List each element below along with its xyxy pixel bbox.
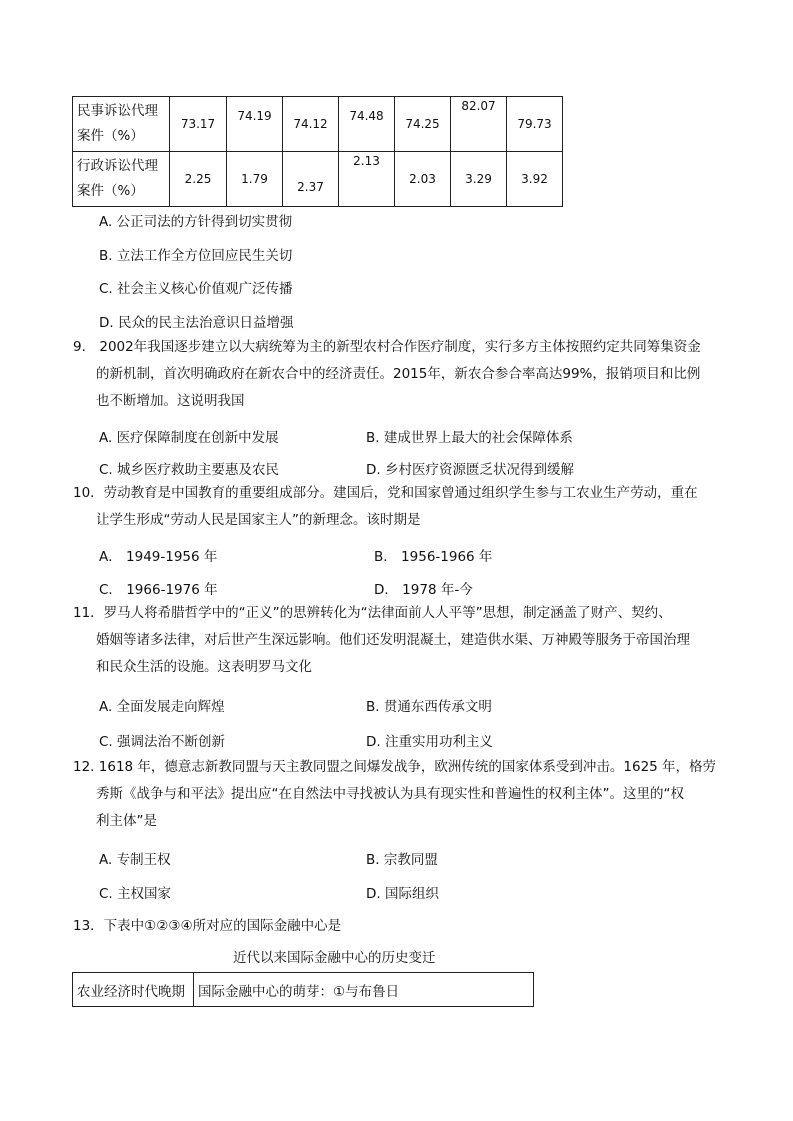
- table-cell: [170, 152, 227, 207]
- cell-value: 74.19: [237, 109, 272, 123]
- q12-option-a[interactable]: A. 专制王权: [99, 852, 171, 868]
- q11-option-c[interactable]: C. 强调法治不断创新: [99, 734, 226, 750]
- q11-option-b[interactable]: B. 贯通东西传承文明: [366, 699, 492, 715]
- q12-option-d[interactable]: D. 国际组织: [366, 886, 439, 902]
- row-label-line: 民事诉讼代理: [77, 103, 158, 119]
- q11-stem-line: 和民众生活的设施。这表明罗马文化: [96, 659, 312, 675]
- q9-stem-line: 的新机制，首次明确政府在新农合中的经济责任。2015年，新农合参合率高达99%，报销项目和比例: [96, 366, 701, 382]
- q9-stem-line: 9． 2002年我国逐步建立以大病统筹为主的新型农村合作医疗制度，实行多方主体按照约定共同筹集资金: [73, 339, 701, 355]
- q12-stem-line: 利主体”是: [96, 813, 157, 829]
- table-cell: [507, 152, 563, 207]
- q10-option-b[interactable]: B． 1956-1966 年: [374, 549, 493, 565]
- cell-value: 2.37: [297, 180, 324, 194]
- q10-option-a[interactable]: A． 1949-1956 年: [99, 549, 218, 565]
- cell-value: 3.92: [521, 172, 548, 186]
- table-cell: [507, 97, 563, 152]
- row-label: [73, 97, 170, 152]
- q8-option-d[interactable]: D. 民众的民主法治意识日益增强: [99, 315, 294, 331]
- q12-stem-line: 秀斯《战争与和平法》提出应“在自然法中寻找被认为具有现实性和普遍性的权利主体”。这里的“权: [96, 786, 684, 802]
- q12-option-c[interactable]: C. 主权国家: [99, 886, 172, 902]
- cell-value: 74.48: [349, 109, 384, 123]
- table-title: 近代以来国际金融中心的历史变迁: [233, 950, 436, 966]
- q8-option-a[interactable]: A. 公正司法的方针得到切实贯彻: [99, 214, 293, 230]
- cell-value: 2.03: [409, 172, 436, 186]
- cell-value: 3.29: [465, 172, 492, 186]
- q9-option-a[interactable]: A. 医疗保障制度在创新中发展: [99, 430, 279, 446]
- q13-stem-line: 13．下表中①②③④所对应的国际金融中心是: [73, 918, 342, 934]
- cell-value: 74.25: [405, 117, 440, 131]
- cell-value: 2.13: [353, 154, 380, 168]
- cell-value: 1.79: [241, 172, 268, 186]
- q11-stem-line: 婚姻等诸多法律，对后世产生深远影响。他们还发明混凝土，建造供水渠、万神殿等服务于帝国治理: [96, 632, 690, 648]
- table-cell: [451, 152, 507, 207]
- q11-stem-line: 11．罗马人将希腊哲学中的“正义”的思辨转化为“法律面前人人平等”思想，制定涵盖了财产、契约、: [73, 605, 672, 621]
- table-cell: [395, 152, 451, 207]
- table-row: [73, 152, 563, 207]
- table-cell: [451, 97, 507, 152]
- row-label: [73, 152, 170, 207]
- q10-option-d[interactable]: D． 1978 年-今: [374, 582, 473, 598]
- q10-stem-line: 让学生形成“劳动人民是国家主人”的新理念。该时期是: [96, 512, 421, 528]
- table-row: [73, 973, 534, 1007]
- q10-stem-line: 10．劳动教育是中国教育的重要组成部分。建国后，党和国家曾通过组织学生参与工农业生产劳动，重在: [73, 485, 698, 501]
- q11-option-d[interactable]: D. 注重实用功利主义: [366, 734, 493, 750]
- q8-option-c[interactable]: C. 社会主义核心价值观广泛传播: [99, 281, 293, 297]
- table-cell: [395, 97, 451, 152]
- cell-value: 74.12: [293, 117, 328, 131]
- q10-option-c[interactable]: C． 1966-1976 年: [99, 582, 218, 598]
- cell-value: 79.73: [517, 117, 552, 131]
- financial-center-table: [72, 972, 534, 1007]
- table-cell: [227, 97, 283, 152]
- table-cell: [283, 97, 339, 152]
- statistics-table: [72, 96, 563, 207]
- table-cell: [170, 97, 227, 152]
- table-cell: [339, 97, 395, 152]
- q8-option-b[interactable]: B. 立法工作全方位回应民生关切: [99, 248, 293, 264]
- table-cell: [227, 152, 283, 207]
- table-row: [73, 97, 563, 152]
- row-label-line: 案件（%）: [77, 183, 144, 199]
- row-label-line: 案件（%）: [77, 128, 144, 144]
- q9-option-b[interactable]: B. 建成世界上最大的社会保障体系: [366, 430, 573, 446]
- q9-option-c[interactable]: C. 城乡医疗救助主要惠及农民: [99, 462, 280, 478]
- cell-value: 73.17: [180, 117, 216, 131]
- table-cell: 国际金融中心的萌芽：①与布鲁日: [194, 973, 534, 1007]
- table-cell: [283, 152, 339, 207]
- table-cell: 农业经济时代晚期: [73, 973, 194, 1007]
- cell-value: 2.25: [184, 172, 212, 186]
- q12-stem-line: 12. 1618 年，德意志新教同盟与天主教同盟之间爆发战争，欧洲传统的国家体系受到冲击。1625 年，格劳: [73, 759, 717, 775]
- q12-option-b[interactable]: B. 宗教同盟: [366, 852, 438, 868]
- row-label-line: 行政诉讼代理: [77, 158, 158, 174]
- q9-stem-line: 也不断增加。这说明我国: [96, 393, 245, 409]
- q9-option-d[interactable]: D. 乡村医疗资源匮乏状况得到缓解: [366, 462, 574, 478]
- q11-option-a[interactable]: A. 全面发展走向辉煌: [99, 699, 225, 715]
- table-cell: [339, 152, 395, 207]
- cell-value: 82.07: [461, 99, 496, 113]
